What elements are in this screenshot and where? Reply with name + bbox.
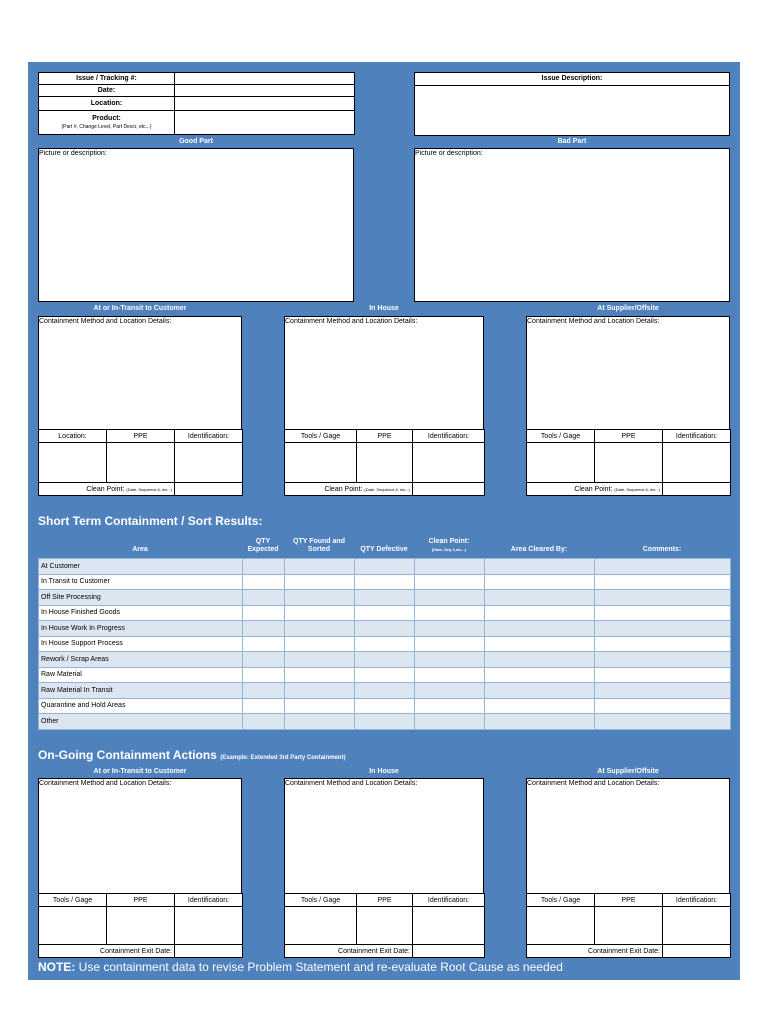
tools-gage-cell[interactable] [39, 907, 107, 945]
clean-point-header [414, 538, 484, 554]
location-header: Location: [39, 430, 107, 443]
note-body: Use containment data to revise Problem Statement and re-evaluate Root Cause as needed [75, 960, 563, 974]
area-cleared-header: Area Cleared By: [510, 546, 568, 553]
containment-title-inhouse: In House [369, 305, 399, 312]
identification-cell[interactable] [413, 907, 485, 945]
area-cleared-cell[interactable] [485, 652, 595, 668]
sort-row-area: Rework / Scrap Areas [39, 652, 243, 668]
qty-found-cell[interactable] [285, 621, 355, 637]
containment-method-customer[interactable] [38, 316, 242, 430]
sort-row-area: In House Support Process [39, 636, 243, 652]
tools-gage-header: Tools / Gage [39, 894, 107, 907]
identification-header: Identification: [175, 894, 243, 907]
ppe-cell[interactable] [595, 907, 663, 945]
clean-point-cell [39, 483, 175, 496]
sort-row-area: In House Work In Progress [39, 621, 243, 637]
containment-method-inhouse[interactable] [284, 316, 484, 430]
clean-point-header-label: Clean Point: [428, 538, 470, 545]
qty-expected-cell[interactable] [243, 559, 285, 575]
note-bold: NOTE: [38, 960, 76, 974]
area-header: Area [132, 546, 148, 553]
clean-point-sub: (Date, Sequence #, etc...) [364, 486, 410, 492]
ppe-header: PPE [595, 430, 663, 443]
qty-found-line1: QTY Found and [293, 538, 345, 545]
qty-defective-cell[interactable] [355, 636, 415, 652]
clean-point-label: Clean Point: [324, 485, 363, 493]
containment-title-customer: At or In-Transit to Customer [93, 305, 187, 312]
exit-date-field[interactable] [663, 945, 731, 958]
qty-expected-cell[interactable] [243, 590, 285, 606]
ppe-cell[interactable] [357, 907, 413, 945]
clean-point-field[interactable] [175, 483, 243, 496]
note-text [38, 960, 563, 974]
ppe-header: PPE [107, 430, 175, 443]
qty-expected-cell[interactable] [243, 574, 285, 590]
ongoing-title-inhouse: In House [369, 768, 399, 775]
comments-cell[interactable] [595, 652, 731, 668]
clean-point-cell[interactable] [415, 636, 485, 652]
sort-row [39, 590, 731, 606]
clean-point-cell [527, 483, 663, 496]
area-cleared-cell[interactable] [485, 559, 595, 575]
clean-point-label: Clean Point: [86, 485, 125, 493]
sort-row [39, 621, 731, 637]
qty-expected-line1: QTY [255, 538, 271, 545]
area-cleared-cell[interactable] [485, 714, 595, 730]
area-cleared-cell[interactable] [485, 667, 595, 683]
qty-expected-cell[interactable] [243, 714, 285, 730]
date-field[interactable] [175, 85, 355, 97]
sort-row-area: Quarantine and Hold Areas [39, 698, 243, 714]
sort-row [39, 714, 731, 730]
ongoing-title [38, 748, 346, 762]
containment-detail-customer [38, 429, 243, 496]
containment-detail-inhouse [284, 429, 485, 496]
bad-part-picture-label: Picture or description: [415, 150, 483, 157]
sort-row-area: Raw Material In Transit [39, 683, 243, 699]
clean-point-header-sub: (Date, Seq #,etc...) [431, 547, 467, 552]
qty-defective-cell[interactable] [355, 559, 415, 575]
identification-cell[interactable] [663, 443, 731, 483]
area-cleared-cell[interactable] [485, 605, 595, 621]
identification-cell[interactable] [413, 443, 485, 483]
qty-defective-cell[interactable] [355, 590, 415, 606]
ongoing-title-sub: (Example: Extended 3rd Party Containment) [220, 755, 346, 761]
qty-expected-cell[interactable] [243, 652, 285, 668]
exit-date-label: Containment Exit Date: [527, 945, 663, 958]
comments-cell[interactable] [595, 683, 731, 699]
clean-point-cell [285, 483, 413, 496]
area-cleared-cell[interactable] [485, 636, 595, 652]
ppe-header: PPE [595, 894, 663, 907]
containment-title-supplier: At Supplier/Offsite [597, 305, 659, 312]
identification-header: Identification: [663, 430, 731, 443]
clean-point-label: Clean Point: [574, 485, 613, 493]
ppe-cell[interactable] [107, 907, 175, 945]
clean-point-cell[interactable] [415, 667, 485, 683]
area-cleared-cell[interactable] [485, 698, 595, 714]
tools-gage-header: Tools / Gage [285, 894, 357, 907]
clean-point-sub: (Date, Sequence #, etc...) [126, 486, 172, 492]
qty-found-cell[interactable] [285, 683, 355, 699]
area-cleared-cell[interactable] [485, 574, 595, 590]
tools-gage-cell[interactable] [285, 907, 357, 945]
clean-point-field[interactable] [413, 483, 485, 496]
qty-found-cell[interactable] [285, 698, 355, 714]
ongoing-detail-supplier [526, 893, 731, 958]
identification-cell[interactable] [175, 443, 243, 483]
ppe-header: PPE [107, 894, 175, 907]
area-cleared-cell[interactable] [485, 621, 595, 637]
clean-point-cell[interactable] [415, 559, 485, 575]
sort-row [39, 683, 731, 699]
containment-method-label: Containment Method and Location Details: [285, 318, 418, 325]
ppe-cell[interactable] [107, 443, 175, 483]
qty-defective-cell[interactable] [355, 683, 415, 699]
qty-defective-cell[interactable] [355, 605, 415, 621]
location-field[interactable] [175, 97, 355, 111]
identification-header: Identification: [413, 894, 485, 907]
clean-point-cell[interactable] [415, 605, 485, 621]
qty-found-cell[interactable] [285, 574, 355, 590]
sort-row-area: At Customer [39, 559, 243, 575]
ongoing-detail-inhouse [284, 893, 485, 958]
date-label: Date: [39, 85, 175, 97]
sort-row-area: In House Finished Goods [39, 605, 243, 621]
qty-expected-cell[interactable] [243, 605, 285, 621]
tools-gage-cell[interactable] [527, 907, 595, 945]
tools-gage-header: Tools / Gage [285, 430, 357, 443]
ppe-header: PPE [357, 430, 413, 443]
product-label-cell [39, 111, 175, 135]
containment-method-supplier[interactable] [526, 316, 730, 430]
identification-header: Identification: [413, 430, 485, 443]
qty-expected-cell[interactable] [243, 683, 285, 699]
ppe-cell[interactable] [357, 443, 413, 483]
sort-row [39, 652, 731, 668]
clean-point-cell[interactable] [415, 698, 485, 714]
product-field[interactable] [175, 111, 355, 135]
qty-found-cell[interactable] [285, 559, 355, 575]
qty-defective-cell[interactable] [355, 714, 415, 730]
identification-cell[interactable] [175, 907, 243, 945]
qty-defective-header: QTY Defective [360, 546, 408, 553]
containment-method-label: Containment Method and Location Details: [527, 318, 660, 325]
exit-date-field[interactable] [175, 945, 243, 958]
issue-description-label: Issue Description: [415, 73, 729, 86]
comments-cell[interactable] [595, 590, 731, 606]
issue-description-box[interactable] [414, 72, 730, 136]
qty-expected-header [242, 538, 284, 554]
sort-row [39, 667, 731, 683]
qty-found-header [284, 538, 354, 554]
qty-expected-cell[interactable] [243, 636, 285, 652]
qty-defective-cell[interactable] [355, 621, 415, 637]
good-part-title: Good Part [179, 138, 213, 145]
sort-row [39, 636, 731, 652]
location-cell[interactable] [39, 443, 107, 483]
clean-point-cell[interactable] [415, 714, 485, 730]
identification-cell[interactable] [663, 907, 731, 945]
sort-row [39, 605, 731, 621]
sort-row [39, 698, 731, 714]
ongoing-title-customer: At or In-Transit to Customer [93, 768, 187, 775]
sort-row [39, 574, 731, 590]
ppe-header: PPE [357, 894, 413, 907]
ongoing-method-supplier[interactable] [526, 778, 730, 894]
sort-row-area: Off Site Processing [39, 590, 243, 606]
containment-method-label: Containment Method and Location Details: [39, 318, 172, 325]
ongoing-method-label: Containment Method and Location Details: [39, 780, 172, 787]
identification-header: Identification: [663, 894, 731, 907]
qty-expected-cell[interactable] [243, 698, 285, 714]
exit-date-label: Containment Exit Date: [39, 945, 175, 958]
qty-defective-cell[interactable] [355, 667, 415, 683]
sort-row-area: Other [39, 714, 243, 730]
clean-point-cell[interactable] [415, 590, 485, 606]
tools-gage-cell[interactable] [527, 443, 595, 483]
tools-gage-cell[interactable] [285, 443, 357, 483]
ongoing-title-supplier: At Supplier/Offsite [597, 768, 659, 775]
comments-cell[interactable] [595, 574, 731, 590]
qty-expected-cell[interactable] [243, 621, 285, 637]
issue-info-table [38, 72, 355, 135]
area-cleared-cell[interactable] [485, 683, 595, 699]
product-label: Product: [92, 114, 121, 122]
good-part-box[interactable] [38, 148, 354, 302]
sort-results-table [38, 558, 731, 730]
product-sub-label: (Part #, Change Level, Part Descr, etc...) [61, 123, 152, 130]
clean-point-field[interactable] [663, 483, 731, 496]
ongoing-method-label: Containment Method and Location Details: [527, 780, 660, 787]
comments-cell[interactable] [595, 667, 731, 683]
comments-cell[interactable] [595, 636, 731, 652]
ongoing-title-text: On-Going Containment Actions [38, 748, 217, 762]
comments-cell[interactable] [595, 605, 731, 621]
qty-found-cell[interactable] [285, 714, 355, 730]
qty-found-cell[interactable] [285, 636, 355, 652]
bad-part-box[interactable] [414, 148, 730, 302]
clean-point-cell[interactable] [415, 574, 485, 590]
qty-defective-cell[interactable] [355, 698, 415, 714]
ongoing-detail-customer [38, 893, 243, 958]
qty-found-cell[interactable] [285, 605, 355, 621]
sort-row-area: In Transit to Customer [39, 574, 243, 590]
issue-tracking-label: Issue / Tracking #: [39, 73, 175, 85]
location-label: Location: [39, 97, 175, 111]
qty-expected-cell[interactable] [243, 667, 285, 683]
exit-date-label: Containment Exit Date: [285, 945, 413, 958]
qty-found-cell[interactable] [285, 590, 355, 606]
containment-detail-supplier [526, 429, 731, 496]
comments-cell[interactable] [595, 698, 731, 714]
sort-row-area: Raw Material [39, 667, 243, 683]
ppe-cell[interactable] [595, 443, 663, 483]
clean-point-sub: (Date, Sequence #, etc...) [614, 486, 660, 492]
tools-gage-header: Tools / Gage [527, 430, 595, 443]
sort-row [39, 559, 731, 575]
ongoing-method-inhouse[interactable] [284, 778, 484, 894]
comments-cell[interactable] [595, 559, 731, 575]
exit-date-field[interactable] [413, 945, 485, 958]
good-part-picture-label: Picture or description: [39, 150, 107, 157]
bad-part-title: Bad Part [557, 138, 587, 145]
clean-point-cell[interactable] [415, 683, 485, 699]
ongoing-method-label: Containment Method and Location Details: [285, 780, 418, 787]
qty-found-cell[interactable] [285, 667, 355, 683]
ongoing-method-customer[interactable] [38, 778, 242, 894]
comments-header: Comments: [642, 546, 682, 553]
qty-expected-line2: Expected [247, 546, 279, 553]
area-cleared-cell[interactable] [485, 590, 595, 606]
sort-results-title: Short Term Containment / Sort Results: [38, 514, 263, 528]
issue-tracking-field[interactable] [175, 73, 355, 85]
qty-found-cell[interactable] [285, 652, 355, 668]
qty-defective-cell[interactable] [355, 652, 415, 668]
qty-found-line2: Sorted [307, 546, 331, 553]
tools-gage-header: Tools / Gage [527, 894, 595, 907]
clean-point-cell[interactable] [415, 652, 485, 668]
clean-point-cell[interactable] [415, 621, 485, 637]
identification-header: Identification: [175, 430, 243, 443]
comments-cell[interactable] [595, 621, 731, 637]
qty-defective-cell[interactable] [355, 574, 415, 590]
form-sheet [28, 62, 740, 980]
comments-cell[interactable] [595, 714, 731, 730]
